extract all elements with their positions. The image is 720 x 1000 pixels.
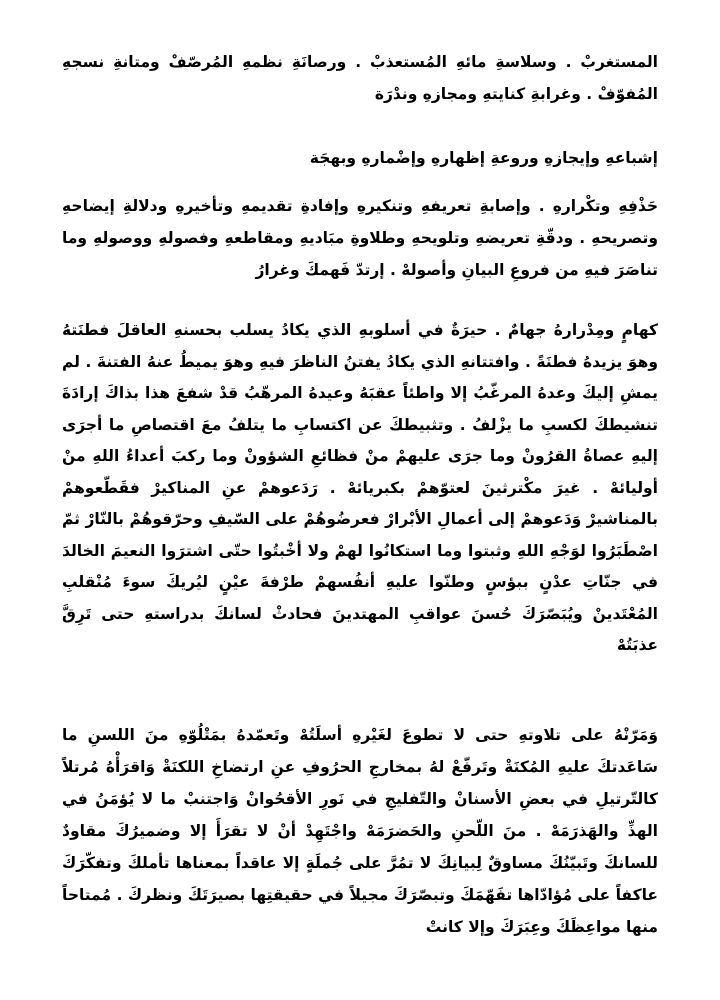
paragraph-4: كهامٍ ومِدْرارهُ جهامٌ . حيرَةٌ في أسلوبهِ الذي يكادُ يسلب بحسنهِ العاقلَ فطنَتهُ وهوَ يزيدهُ فطنَةً . وافتتانهِ الذي يكادُ يفتنُ الناظرَ فيهِ وهوَ يميطُ عنهُ الفتنةَ . لم يمشِ إليكَ وعدهُ المرغّبُ إلا واطئاً عقبَهُ وعيدهُ المرهّبُ قدْ شفعَ هذا بذاكَ إرادَةَ تنشيطكَ لكسبِ ما يزْلفُ . وتثبيطكَ عن اكتسابِ ما يتلفُ معَ اقتصاصِ ما أجرَى إليهِ عصاةُ القرُونْ وما جرَى عليهمْ منْ فظائعِ الشؤونْ وما ركبَ أعداءُ اللهِ منْ أوليائهْ . غيرَ مكْترثينَ لعتوّهمْ بكبريائهْ . رَدَعوهمْ عنِ المناكيرْ فقَطّعوهمْ بالمناشيرْ وَدَعوهمْ إلى أعمالِ الأبْرارْ فعرضُوهُمْ على السّيفِ وحرّقوهُمْ بالنّارْ ثمّ اصْطَبَرُوا لوَجْهِ اللهِ وثبتوا وما استكانُوا لهمْ ولا أخْبتُوا حتّى اشترَوا النعيمَ الخالدَ في جنّاتِ عدْنٍ ببؤسٍ وطنّوا عليهِ أنفُسهمْ طرْفةَ عيْنٍ ليُريكَ سوءَ مُنْقلبِ المُعْتَدينْ ويُبَصّرَكَ حُسنَ عواقبِ المهتدينَ فحادثْ لسانكَ بدراستهِ حتى تَرِقَّ عذبَتُهْ <box>62 321 658 654</box>
paragraph-3: حَذْفِهِ وتكْرارهِ . وإصابةِ تعريفهِ وتنكيرهِ وإفادةِ تقديمهِ وتأخيرهِ ودلالةِ إيضاحهِ وتصريحهِ . ودقّةِ تعريضهِ وتلويحهِ وطلاوةِ مبَاديهِ ومقاطعهِ وفصولهِ ووصولهِ وما تناصَرَ فيهِ من فروعِ البيانِ وأصولهْ . إرتدّ فَهمكَ وغرارُ <box>62 197 658 279</box>
paragraph-2: إشباعهِ وإيجازهِ وروعةِ إظهارهِ وإضْمارهِ وبهجَة <box>309 149 658 167</box>
paragraph-1: المستغربْ . وسلاسةِ مائهِ المُستعذبْ . ورصانَةِ نظمهِ المُرصّفْ ومتانةِ نسجهِ المُفوّفْ . وغرابةِ كنايتهِ ومجازهِ وندْرَة <box>62 53 658 103</box>
paragraph-5: وَمَرّنْهُ على تلاوتهِ حتى لا تطوعَ لغَيْرهِ أسلَتُهْ وتَعمّدهُ بمَتْلُوّهِ منَ اللسنِ ما سَاعَدتكَ عليهِ المُكنَةْ وتَرفّعْ لهُ بمخارجِ الحرُوفِ عنِ ارتضاخِ اللكنَةْ وَاقرَأْهُ مُرتلاً كالتّرتيلِ في بعضِ الأسنانْ والتّفليجِ في نَورِ الأقحُوانْ وَاجتنبْ ما لا يُؤمَنُ في الهذِّ والهَذرَمَهْ . منَ اللّحنِ والحَضرَمَهْ واجْتَهِدْ أنْ لا تقرَأَ إلا وضميرُكَ مقاودٌ للسانكَ وتَبيّنُكَ مساوقٌ لِبيانِكَ لا تمُرَّ على جُملَةٍ إلا عاقداً بمعناها تأملكَ وتفكّرَكَ عاكفاً على مُؤادّاها تفَهّمَكَ وتبصّرَكَ مجيلاً في حقيقتِها بصيرَتَكَ ونظركَ . مُمتاحاً منها مواعِظَكَ وعِبَرَكَ وإلا كانتْ <box>62 726 658 936</box>
